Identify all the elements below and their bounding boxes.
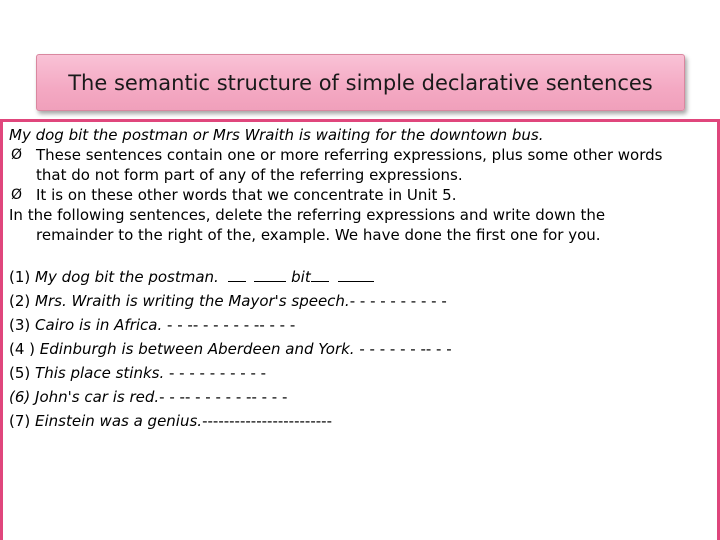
exercise-number: (3) xyxy=(9,316,31,334)
bullet-item-2 xyxy=(9,185,715,205)
answer-dashes: - - - - - - -- - - xyxy=(359,340,452,358)
bullet-item-1 xyxy=(9,145,715,185)
exercise-sentence: Edinburgh is between Aberdeen and York. xyxy=(39,340,355,358)
instruction-line-2: remainder to the right of the, example. We have done the first one for you. xyxy=(36,226,601,244)
exercise-number: (5) xyxy=(9,364,31,382)
answer-dashes: - - -- - - - - - -- - - - xyxy=(159,388,288,406)
answer-dashes: ------------------------ xyxy=(202,412,332,430)
exercise-item-6 xyxy=(9,385,715,409)
content-panel xyxy=(0,119,720,540)
answer-blank xyxy=(311,267,329,282)
spacer xyxy=(9,245,715,265)
answer-dashes: - - - - - - - - - - xyxy=(349,292,447,310)
arrow-bullet-icon: Ø xyxy=(11,187,23,203)
answer-dashes: - - -- - - - - - -- - - - xyxy=(167,316,296,334)
bullet-1-line-2: that do not form part of any of the referring expressions. xyxy=(36,166,463,184)
bullet-2-line-1: It is on these other words that we concentrate in Unit 5. xyxy=(36,186,457,204)
answer-dashes: - - - - - - - - - - xyxy=(169,364,267,382)
exercise-number: (4 ) xyxy=(9,340,36,358)
content-body xyxy=(9,125,715,433)
slide-title-box xyxy=(36,54,685,111)
exercise-item-7 xyxy=(9,409,715,433)
exercise-number: (6) xyxy=(9,388,31,406)
exercise-item-1 xyxy=(9,265,715,289)
exercise-list xyxy=(9,265,715,433)
exercise-sentence: Cairo is in Africa. xyxy=(35,316,163,334)
exercise-number: (2) xyxy=(9,292,31,310)
intro-sentence: My dog bit the postman or Mrs Wraith is waiting for the downtown bus. xyxy=(9,126,544,144)
exercise-sentence: Mrs. Wraith is writing the Mayor's speech. xyxy=(35,292,350,310)
answer-blank xyxy=(254,267,286,282)
arrow-bullet-icon: Ø xyxy=(11,147,23,163)
exercise-item-3 xyxy=(9,313,715,337)
exercise-sentence: My dog bit the postman. xyxy=(35,268,219,286)
exercise-item-2 xyxy=(9,289,715,313)
bullet-1-line-1: These sentences contain one or more referring expressions, plus some other words xyxy=(36,146,663,164)
instruction-line-1: In the following sentences, delete the referring expressions and write down the xyxy=(9,206,606,224)
answer-blank xyxy=(338,267,374,282)
exercise-sentence: John's car is red. xyxy=(35,388,160,406)
exercise-item-5 xyxy=(9,361,715,385)
exercise-sentence: Einstein was a genius. xyxy=(35,412,203,430)
exercise-sentence: This place stinks. xyxy=(35,364,165,382)
answer-blank xyxy=(228,267,246,282)
exercise-number: (1) xyxy=(9,268,31,286)
exercise-number: (7) xyxy=(9,412,31,430)
exercise-item-4 xyxy=(9,337,715,361)
answer-word: bit xyxy=(291,268,311,286)
slide-title: The semantic structure of simple declarative sentences xyxy=(68,70,653,95)
